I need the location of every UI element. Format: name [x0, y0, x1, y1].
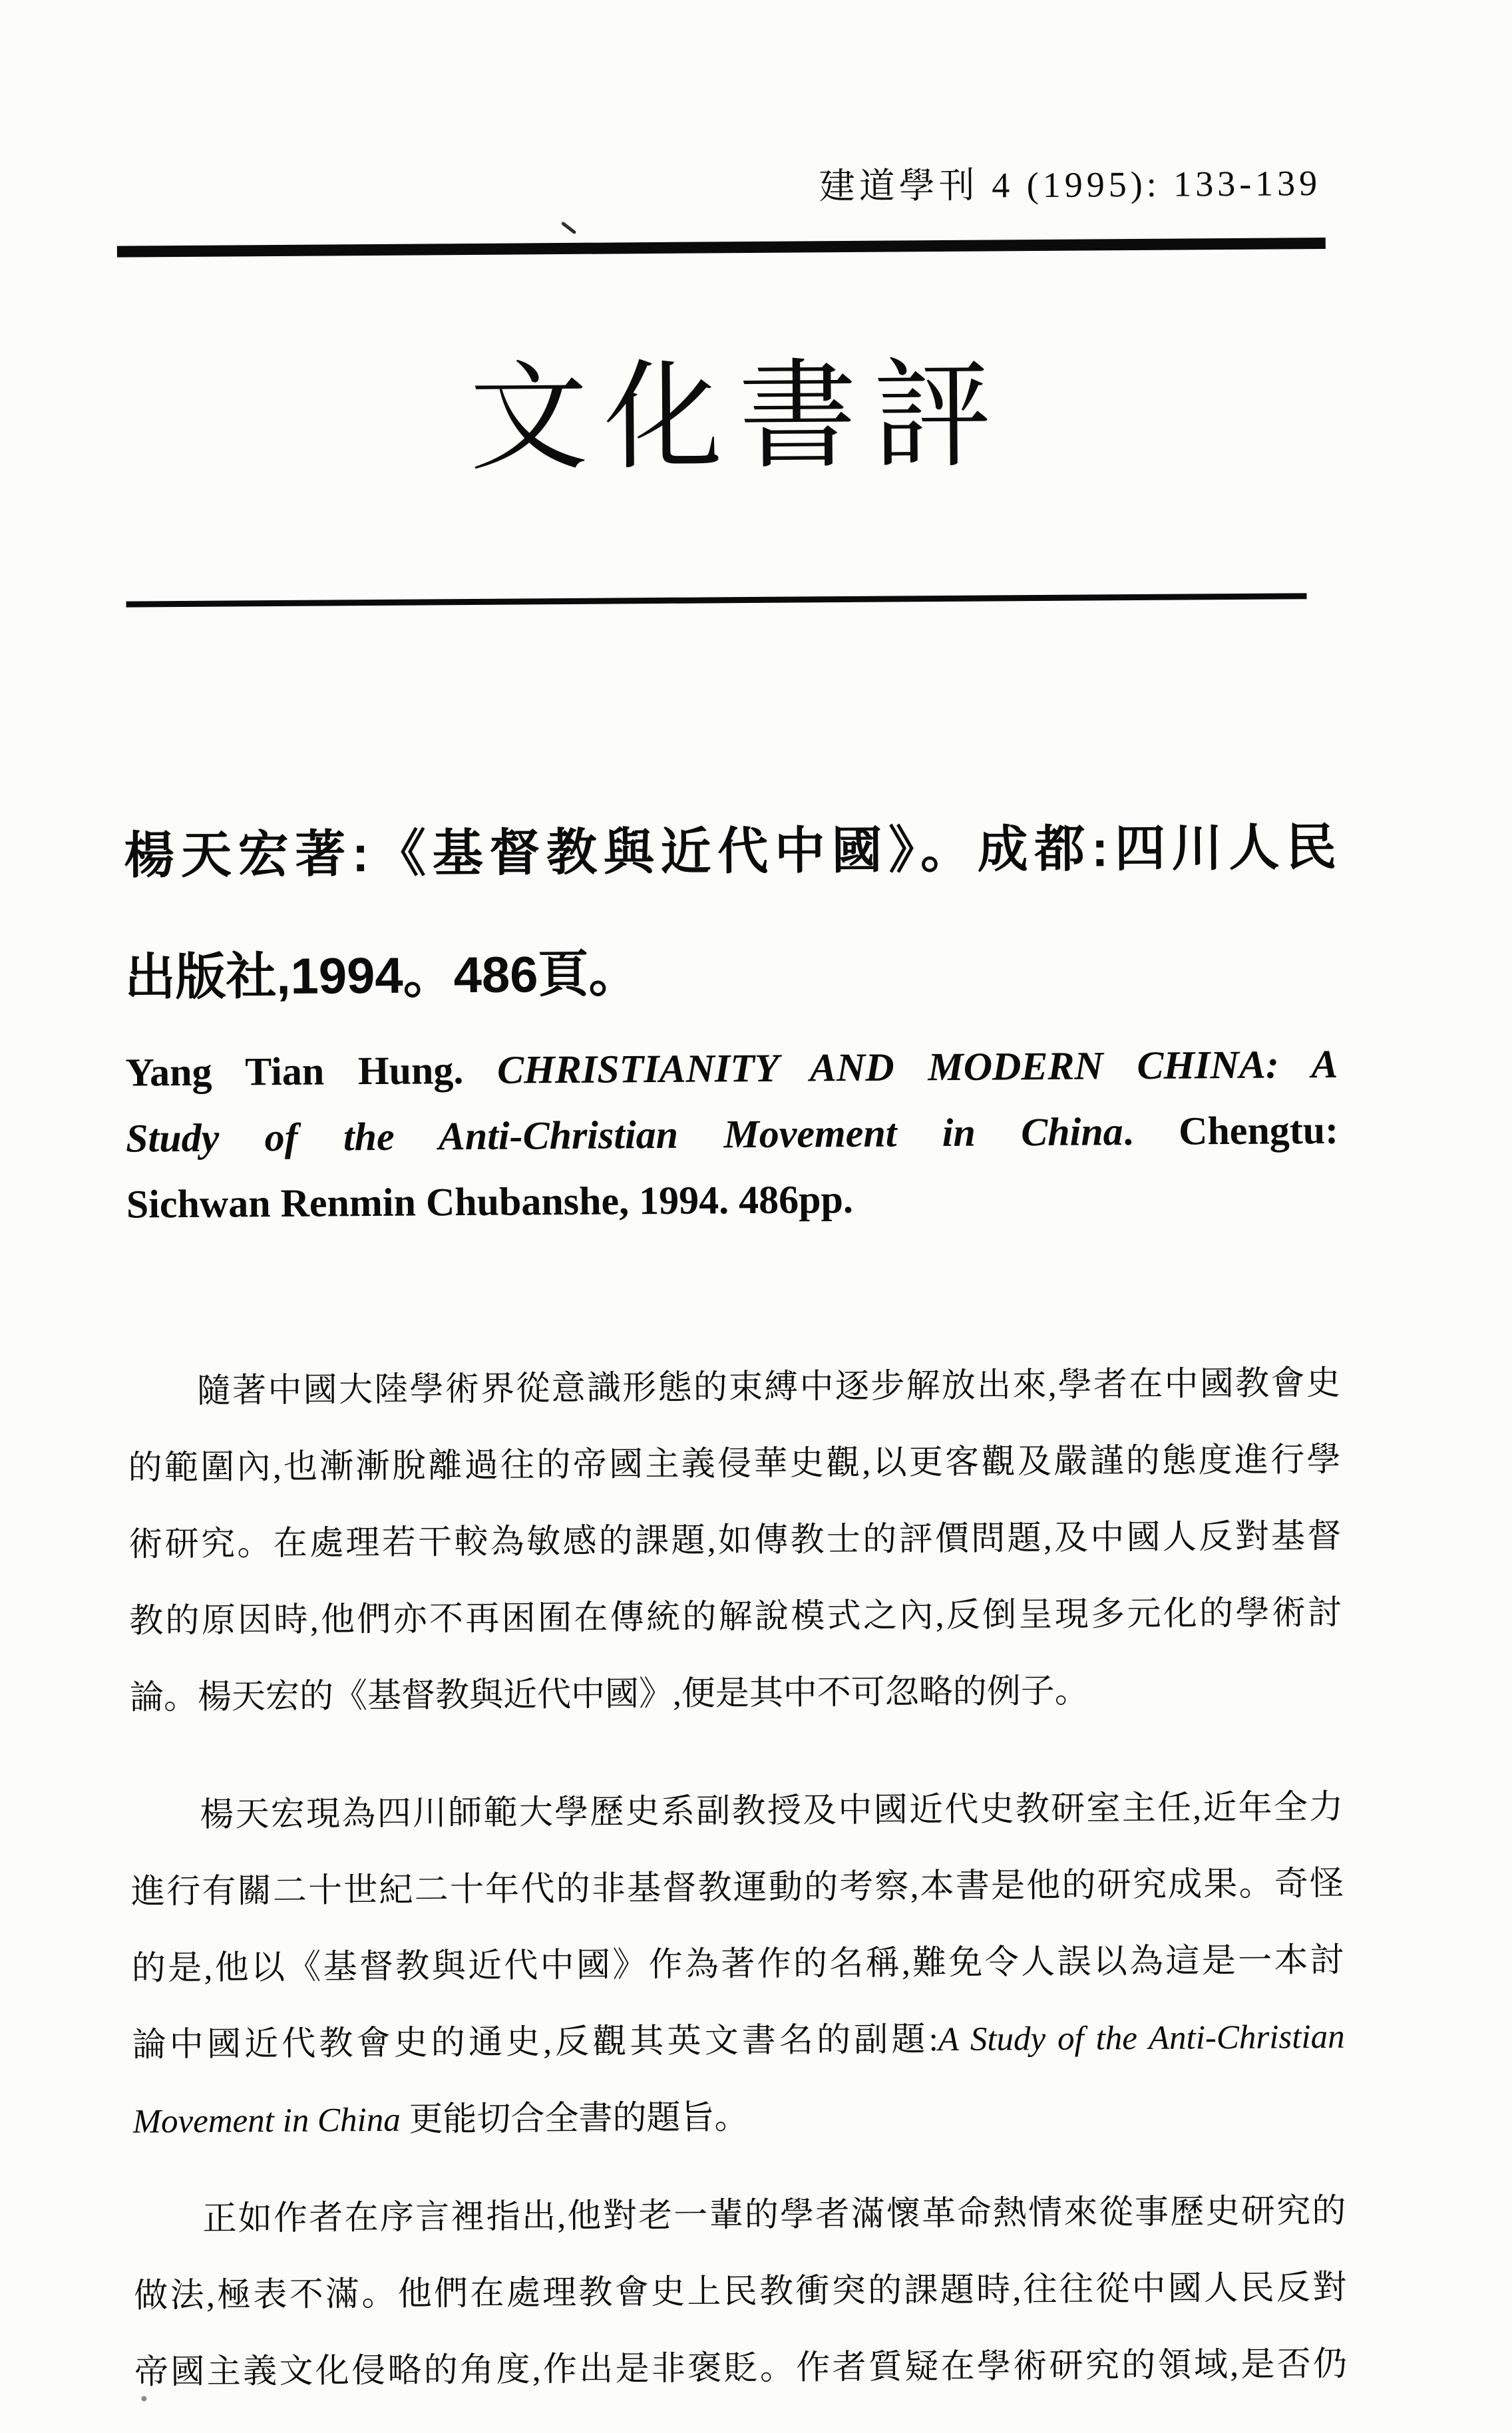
body-line: 正如作者在序言裡指出,他對老一輩的學者滿懷革命熱情來從事歷史研究的: [202, 2192, 1346, 2238]
body-line: 隨著中國大陸學術界從意識形態的束縛中逐步解放出來,學者在中國教會史: [196, 1364, 1340, 1410]
body-text-chinese: 更能切合全書的題旨。: [400, 2099, 749, 2139]
page-title: 文化書評: [469, 348, 1008, 484]
header-rule: [117, 238, 1326, 258]
english-citation: [125, 1031, 1339, 1238]
body-text-chinese: 論中國近代教會史的通史,反觀其英文書名的副題:: [132, 2021, 938, 2064]
body-line: 的範圍內,也漸漸脫離過往的帝國主義侵華史觀,以更客觀及嚴謹的態度進行學: [128, 1441, 1341, 1487]
body-text-english-title: A Study of the Anti-Christian: [938, 2018, 1345, 2059]
body-line: [132, 2076, 1346, 2161]
chinese-citation-line: 出版社,1994。486頁。: [124, 946, 640, 1006]
journal-header: 建道學刊 4 (1995): 133-139: [819, 163, 1322, 207]
chinese-citation: [124, 787, 1338, 1039]
scan-artifact: [561, 222, 577, 235]
body-line: 進行有關二十世紀二十年代的非基督教運動的考察,本書是他的研究成果。奇怪: [130, 1865, 1344, 1911]
citation-place: . Chengtu:: [1123, 1107, 1339, 1154]
body-line: 帝國主義文化侵略的角度,作出是非褒貶。作者質疑在學術研究的領域,是否仍: [134, 2345, 1348, 2392]
title-rule: [126, 593, 1307, 607]
body-line: 楊天宏現為四川師範大學歷史系副教授及中國近代史教研室主任,近年全力: [200, 1788, 1344, 1834]
english-citation-line: [126, 1163, 1340, 1238]
body-line: 做法,極表不滿。他們在處理教會史上民教衝突的課題時,往往從中國人民反對: [134, 2269, 1347, 2315]
body-line: 教的原因時,他們亦不再困囿在傳統的解說模式之內,反倒呈現多元化的學術討: [129, 1594, 1342, 1640]
citation-author: Yang Tian Hung.: [125, 1048, 464, 1095]
english-citation-line: [126, 1097, 1339, 1172]
body-text-english-title: Movement in China: [132, 2101, 401, 2141]
body-line: [132, 1999, 1345, 2084]
body-line: 的是,他以《基督教與近代中國》作為著作的名稱,難免令人誤以為這是一本討: [131, 1941, 1345, 1988]
paragraph-2: [130, 1770, 1346, 2161]
body-line: 論。楊天宏的《基督教與近代中國》,便是其中不可忽略的例子。: [129, 1672, 1089, 1717]
english-citation-line: [125, 1031, 1338, 1106]
scan-artifact: [141, 2396, 146, 2401]
paragraph-3: [133, 2173, 1347, 2412]
citation-book-subtitle: Study of the Anti-Christian Movement in China: [125, 1109, 1123, 1161]
paragraph-1: [127, 1346, 1342, 1737]
citation-publisher: Sichwan Renmin Chubanshe, 1994. 486pp.: [126, 1177, 854, 1226]
body-line: 術研究。在處理若干較為敏感的課題,如傳教士的評價問題,及中國人反對基督: [128, 1517, 1342, 1564]
chinese-citation-line: 楊天宏著:《基督教與近代中國》。成都:四川人民: [123, 819, 1337, 884]
citation-book-title: CHRISTIANITY AND MODERN CHINA: A: [496, 1041, 1338, 1092]
